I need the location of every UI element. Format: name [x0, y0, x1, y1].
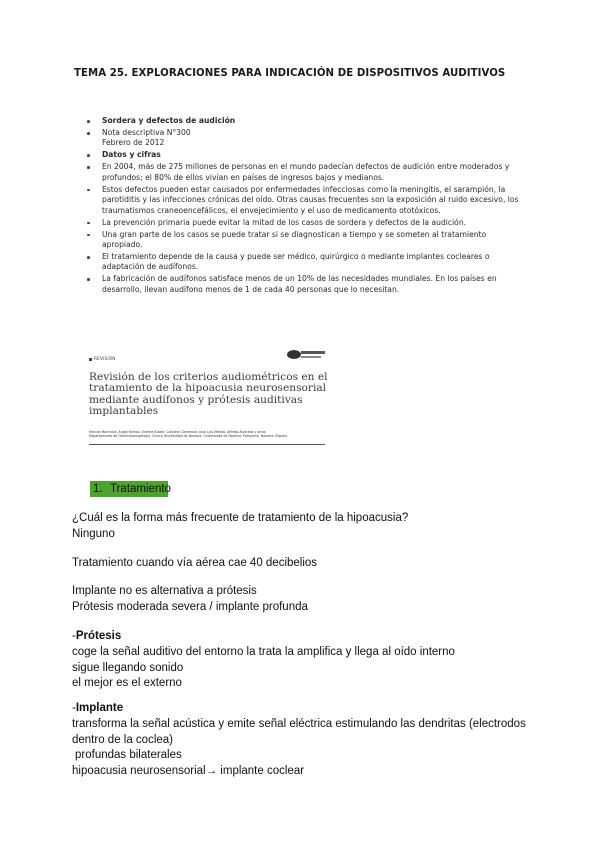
- question-block: [72, 511, 542, 543]
- list-item: La prevención primaria puede evitar la mitad de los casos de sordera y defectos de la audición.: [86, 218, 526, 228]
- text-line: transforma la señal acústica y emite señal eléctrica estimulando las dendritas (electrodos dentro de la coclea): [72, 717, 526, 746]
- answer-text: Ninguno: [72, 527, 115, 540]
- paragraph: [72, 556, 542, 572]
- list-item: Sordera y defectos de audición: [86, 116, 526, 126]
- text-line: el mejor es el externo: [72, 677, 182, 690]
- page-title: TEMA 25. EXPLORACIONES PARA INDICACIÓN DE DISPOSITIVOS AUDITIVOS: [74, 68, 506, 79]
- text-line: Prótesis moderada severa / implante profunda: [72, 600, 308, 613]
- article-authors: Manuel Manrique, Ángel Ramos, Vicente Alzate, Carolina Claramunt, José Luis Mérida, Alfredo Alvarado y otros Departamento de Otorrinolaringología, Clínica Universidad de Navarra, Universidad de Navarra, Pamplona, Navarra, España: [89, 430, 288, 438]
- divider: [89, 444, 325, 445]
- journal-logo-icon: [287, 350, 327, 361]
- list-item: Datos y cifras: [86, 150, 526, 160]
- list-item: En 2004, más de 275 millones de personas en el mundo padecían defectos de audición entre moderados y profundos; el 80% de ellos vivían en países de ingresos bajos y medianos.: [86, 162, 526, 183]
- who-fact-sheet-list: [86, 116, 526, 297]
- section-label: Tratamiento: [110, 483, 171, 495]
- section-heading-tratamiento: [90, 481, 171, 497]
- text-line: coge la señal auditivo del entorno la trata la amplifica y llega al oído interno: [72, 645, 455, 658]
- text-line: hipoacusia neurosensorial→ implante coclear: [72, 765, 305, 778]
- list-item: El tratamiento depende de la causa y puede ser médico, quirúrgico o mediante implantes cocleares o adaptación de audífonos.: [86, 252, 526, 273]
- article-badge: REVISIÓN: [89, 356, 116, 361]
- question-text: ¿Cuál es la forma más frecuente de tratamiento de la hipoacusia?: [72, 512, 409, 524]
- text-line: profundas bilaterales: [75, 749, 182, 762]
- protesis-heading: -Prótesis: [72, 630, 122, 642]
- protesis-section: [72, 629, 542, 692]
- article-title: Revisión de los criterios audiométricos en el tratamiento de la hipoacusia neurosensorial mediante audífonos y prótesis auditivas implantables: [89, 371, 328, 418]
- implante-section: [72, 701, 542, 780]
- article-excerpt: [89, 350, 328, 444]
- implante-heading: -Implante: [72, 702, 124, 714]
- text-line: Tratamiento cuando vía aérea cae 40 decibelios: [72, 557, 318, 569]
- list-item: Nota descriptiva N°300 Febrero de 2012: [86, 128, 526, 149]
- list-item: Estos defectos pueden estar causados por enfermedades infecciosas como la meningitis, el sarampión, la parotiditis y las infecciones crónicas del oído. Otras causas frecuentes son la exposición al ruido excesivo, los traumatismos craneoencefálicos, el envejecimiento y el uso de medicamento ototóxicos.: [86, 185, 526, 216]
- list-item: La fabricación de audífonos satisface menos de un 10% de las necesidades mundiales. En los países en desarrollo, llevan audífono menos de 1 de cada 40 personas que lo necesitan.: [86, 274, 526, 295]
- section-number: 1.: [93, 483, 103, 495]
- text-line: Implante no es alternativa a prótesis: [72, 585, 257, 597]
- text-line: sigue llegando sonido: [72, 661, 184, 674]
- paragraph: [72, 584, 542, 616]
- list-item: Una gran parte de los casos se puede tratar si se diagnostican a tiempo y se someten al tratamiento apropiado.: [86, 230, 526, 251]
